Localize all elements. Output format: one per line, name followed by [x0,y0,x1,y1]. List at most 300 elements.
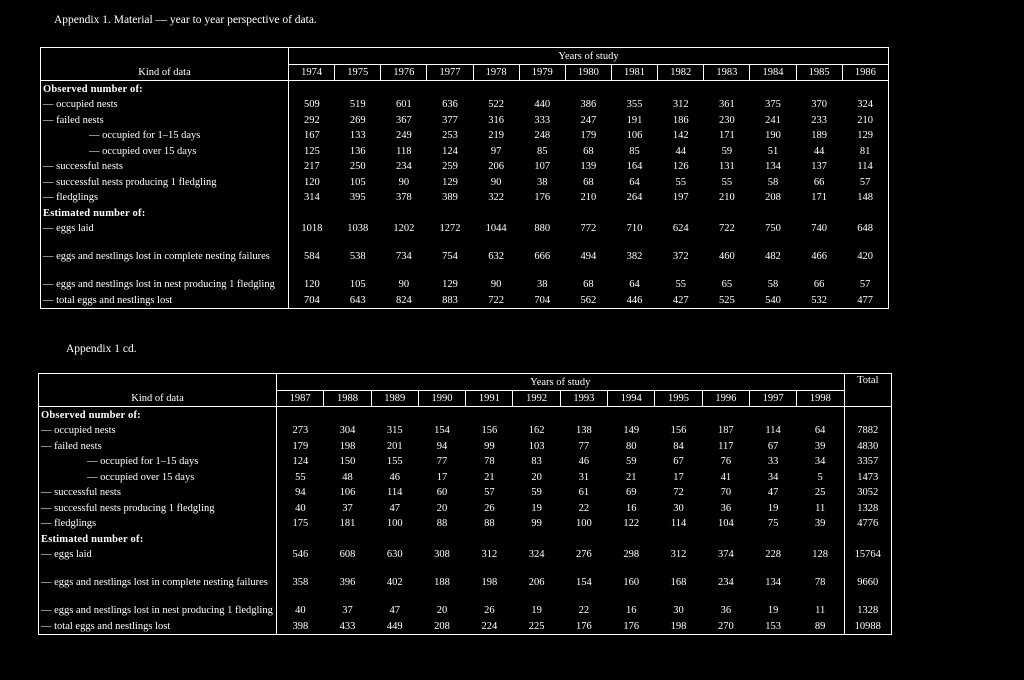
table-cell [658,205,704,221]
table-cell: 94 [295,487,306,498]
table-cell: 398 [292,620,309,632]
table-cell: 48 [342,471,353,483]
table-cell [750,81,796,97]
table-cell: 46 [578,456,590,467]
table-cell: 137 [811,161,827,172]
table-cell [427,205,473,221]
table-cell: 51 [767,145,779,157]
table-cell: 198 [481,577,498,588]
appendix-1-cd-caption: Appendix 1 cd. [66,343,137,355]
table-cell: 124 [292,456,309,467]
table-cell [796,205,842,221]
table-cell: 377 [442,114,458,126]
table-cell: 186 [672,114,689,126]
total-cell: 1328 [844,500,891,516]
table-cell: 57 [484,487,495,498]
table-cell: 122 [623,518,640,529]
table-cell: 247 [580,114,597,126]
table-row [41,143,889,159]
table-row [39,423,892,439]
table-cell [277,531,324,547]
table-cell: 754 [442,251,458,262]
table-cell: 206 [528,577,545,588]
table-cell: 273 [292,425,309,436]
table-cell: 1272 [439,223,461,234]
table-cell: 30 [673,605,684,616]
appendix-1-table [40,47,889,309]
table-cell: 142 [672,130,689,141]
table-cell [842,81,888,97]
table-cell: 105 [349,279,366,290]
table-cell: 249 [395,130,412,141]
table-cell: 16 [625,502,637,514]
table-cell: 25 [814,487,826,498]
row-label: — occupied nests [41,97,289,113]
table-cell: 38 [537,279,548,290]
appendix-1-cd-table [38,373,892,635]
table-cell: 1018 [301,223,323,234]
table-cell: 36 [720,605,732,616]
table-cell: 525 [718,294,735,306]
table-cell: 66 [813,279,825,290]
table-cell: 189 [811,130,827,141]
table-cell [565,205,611,221]
table-cell: 188 [434,577,450,588]
table-cell: 176 [623,620,640,632]
table-cell: 21 [484,471,495,483]
total-cell [844,407,891,423]
table-cell: 198 [670,620,687,632]
table-cell: 181 [339,518,356,529]
row-label: — eggs and nestlings lost in nest producing 1 fledgling [39,590,277,618]
table-cell: 201 [386,440,403,452]
table-cell: 107 [534,161,551,172]
row-label: — eggs and nestlings lost in complete nesting failures [39,562,277,590]
table-cell: 224 [481,620,498,632]
table-cell: 460 [718,251,735,262]
table-cell: 171 [811,192,827,203]
table-cell: 361 [718,99,735,110]
table-cell: 125 [303,145,320,157]
table-cell: 532 [811,294,827,306]
table-cell: 1038 [347,223,369,234]
table-cell: 382 [626,251,643,262]
table-cell: 60 [436,487,448,498]
table-cell: 304 [339,425,356,436]
table-cell: 70 [720,487,732,498]
table-cell: 883 [442,294,458,306]
table-cell: 37 [342,605,353,616]
row-label: — total eggs and nestlings lost [41,292,289,308]
table-row [39,454,892,470]
table-cell: 154 [434,425,450,436]
table-cell [519,81,565,97]
table-cell: 466 [811,251,827,262]
table-cell: 546 [292,549,309,560]
table-cell: 225 [528,620,545,632]
table-cell: 308 [434,549,450,560]
section-label: Observed number of: [41,81,289,97]
table-cell: 33 [767,456,779,467]
table-cell: 494 [580,251,597,262]
total-cell: 4830 [844,438,891,454]
table-cell [473,205,519,221]
table-cell: 77 [436,456,448,467]
table-cell: 20 [531,471,542,483]
table-cell: 129 [442,176,458,188]
table-cell [658,81,704,97]
table-cell: 482 [765,251,781,262]
table-cell: 41 [720,471,732,483]
table-cell: 59 [721,145,733,157]
table-cell: 129 [857,130,873,141]
table-cell [702,407,749,423]
table-cell: 1202 [393,223,415,234]
table-cell: 538 [349,251,366,262]
table-cell: 68 [583,145,594,157]
table-cell: 150 [339,456,356,467]
table-cell [418,407,465,423]
table-cell: 315 [386,425,403,436]
total-cell: 9660 [844,562,891,590]
table-cell: 64 [629,176,640,188]
table-cell: 26 [484,605,495,616]
table-cell: 449 [386,620,403,632]
table-row [39,485,892,501]
table-cell: 734 [395,251,412,262]
table-cell: 22 [578,502,590,514]
table-cell: 191 [626,114,643,126]
table-cell: 824 [395,294,412,306]
row-label: — occupied nests [39,423,277,439]
table-cell: 402 [386,577,403,588]
table-cell: 333 [534,114,551,126]
table-cell: 198 [339,440,356,452]
table-cell: 374 [717,549,734,560]
total-cell: 1328 [844,590,891,618]
table-cell: 44 [813,145,825,157]
table-cell: 375 [765,99,781,110]
table-cell: 55 [721,176,733,188]
table-cell: 153 [765,620,781,632]
table-cell: 355 [626,99,643,110]
year-header-1983: 1983 [704,64,750,81]
year-header-1980: 1980 [565,64,611,81]
table-cell: 427 [672,294,689,306]
table-cell: 78 [814,577,826,588]
table-cell [381,205,427,221]
table-cell: 217 [303,161,320,172]
table-cell: 31 [578,471,590,483]
table-cell: 58 [767,279,779,290]
row-label: — successful nests producing 1 fledgling [41,174,289,190]
table-cell: 22 [578,605,590,616]
year-header-1998: 1998 [797,390,844,407]
table-cell: 38 [537,176,548,188]
table-cell: 210 [857,114,873,126]
table-cell: 250 [349,161,366,172]
table-cell: 314 [303,192,320,203]
table-cell: 228 [765,549,781,560]
table-cell: 39 [814,518,826,529]
table-cell: 519 [349,99,366,110]
table-cell: 114 [765,425,781,436]
row-label: — successful nests producing 1 fledgling [39,500,277,516]
total-cell: 15764 [844,547,891,563]
table-cell: 114 [857,161,873,172]
table-cell: 84 [673,440,684,452]
table-cell: 61 [578,487,590,498]
table-cell [796,81,842,97]
year-header-1989: 1989 [371,390,418,407]
table-cell [289,205,335,221]
table-cell [749,531,796,547]
table-cell: 139 [580,161,597,172]
table-cell: 88 [484,518,495,529]
table-cell: 47 [767,487,779,498]
table-cell: 210 [718,192,735,203]
appendix-1-caption: Appendix 1. Material — year to year perspective of data. [54,14,317,26]
total-cell: 10988 [844,618,891,634]
table-cell: 643 [349,294,366,306]
table-cell [513,531,560,547]
year-header-1982: 1982 [658,64,704,81]
table-cell: 740 [811,223,827,234]
table-cell: 312 [670,549,687,560]
table-cell: 5 [817,471,823,483]
table-cell [655,531,702,547]
kind-of-data-header: Kind of data [39,374,277,407]
year-header-1994: 1994 [608,390,655,407]
table-cell: 155 [386,456,403,467]
table-cell [335,81,381,97]
year-header-1995: 1995 [655,390,702,407]
table-row [41,97,889,113]
total-cell: 1473 [844,469,891,485]
table-cell: 433 [339,620,356,632]
years-of-study-header: Years of study [277,374,845,391]
table-cell: 19 [531,502,542,514]
table-cell: 772 [580,223,597,234]
table-cell: 76 [720,456,732,467]
table-cell [704,205,750,221]
table-cell [560,407,607,423]
table-cell: 47 [389,502,400,514]
table-cell: 64 [814,425,826,436]
table-cell: 114 [670,518,687,529]
table-cell: 156 [670,425,687,436]
table-cell: 148 [857,192,873,203]
year-header-1985: 1985 [796,64,842,81]
year-header-1996: 1996 [702,390,749,407]
total-cell: 7882 [844,423,891,439]
year-header-1975: 1975 [335,64,381,81]
table-cell: 704 [303,294,320,306]
table-cell: 440 [534,99,551,110]
year-header-1974: 1974 [289,64,335,81]
section-label: Estimated number of: [41,205,289,221]
table-cell [750,205,796,221]
year-header-1993: 1993 [560,390,607,407]
table-cell: 386 [580,99,597,110]
table-row [39,438,892,454]
table-cell: 446 [626,294,643,306]
table-cell: 710 [626,223,643,234]
table-cell: 298 [623,549,640,560]
table-cell [842,205,888,221]
table-cell: 67 [673,456,684,467]
table-cell: 126 [672,161,689,172]
table-cell: 88 [436,518,448,529]
table-cell: 149 [623,425,640,436]
total-cell: 4776 [844,516,891,532]
table-cell: 1044 [485,223,507,234]
year-header-1987: 1987 [277,390,324,407]
table-cell: 312 [672,99,689,110]
table-row [41,264,889,292]
table-cell: 370 [811,99,827,110]
table-cell: 65 [721,279,733,290]
table-cell: 270 [717,620,734,632]
section-row [41,81,889,97]
table-cell: 176 [576,620,592,632]
table-cell: 17 [436,471,448,483]
table-cell: 46 [389,471,400,483]
table-cell: 120 [303,176,320,188]
table-cell: 59 [531,487,542,498]
table-cell: 47 [389,605,400,616]
year-header-1984: 1984 [750,64,796,81]
table-cell [371,531,418,547]
table-cell: 522 [488,99,504,110]
table-cell: 722 [488,294,504,306]
table-cell: 114 [387,487,403,498]
year-header-1990: 1990 [418,390,465,407]
year-header-1978: 1978 [473,64,519,81]
table-cell: 105 [349,176,366,188]
table-cell: 208 [434,620,450,632]
table-cell: 630 [386,549,403,560]
table-cell: 66 [813,176,825,188]
table-cell: 68 [583,279,594,290]
row-label: — successful nests [41,159,289,175]
row-label: — successful nests [39,485,277,501]
table-cell: 162 [528,425,545,436]
table-cell [324,407,371,423]
table-cell: 67 [767,440,779,452]
table-cell [702,531,749,547]
table-cell: 210 [580,192,597,203]
row-label: — failed nests [41,112,289,128]
table-cell: 11 [815,605,826,616]
table-cell: 104 [717,518,734,529]
table-cell: 197 [672,192,689,203]
table-row [41,112,889,128]
table-cell: 117 [718,440,734,452]
table-cell: 80 [625,440,637,452]
table-cell [565,81,611,97]
table-cell: 36 [720,502,732,514]
table-cell [473,81,519,97]
table-cell [797,531,844,547]
table-cell: 624 [672,223,689,234]
section-label: Estimated number of: [39,531,277,547]
table-cell: 175 [292,518,309,529]
year-header-1976: 1976 [381,64,427,81]
table-cell [466,531,513,547]
table-cell: 171 [718,130,735,141]
row-label: — occupied over 15 days [41,143,289,159]
row-label: — fledglings [39,516,277,532]
table-cell: 269 [349,114,366,126]
table-cell: 292 [303,114,320,126]
table-cell: 358 [292,577,309,588]
table-cell: 129 [442,279,458,290]
table-cell: 584 [303,251,320,262]
table-cell: 19 [531,605,542,616]
year-header-1986: 1986 [842,64,888,81]
table-cell: 85 [629,145,640,157]
table-cell: 164 [626,161,643,172]
year-header-1997: 1997 [749,390,796,407]
table-cell [418,531,465,547]
table-cell: 264 [626,192,643,203]
table-row [41,128,889,144]
table-cell: 168 [670,577,687,588]
table-cell: 44 [675,145,686,157]
table-cell [749,407,796,423]
total-cell [844,531,891,547]
table-cell: 81 [859,145,871,157]
table-cell [655,407,702,423]
table-cell [797,407,844,423]
table-cell: 208 [765,192,781,203]
table-cell: 312 [481,549,498,560]
table-row [39,500,892,516]
table-cell: 395 [349,192,366,203]
row-label: — eggs and nestlings lost in complete nesting failures [41,236,289,264]
table-cell: 106 [626,130,643,141]
row-label: — occupied for 1–15 days [39,454,277,470]
year-header-1992: 1992 [513,390,560,407]
table-cell: 636 [442,99,458,110]
table-cell: 134 [765,577,781,588]
table-cell: 17 [673,471,684,483]
table-cell: 40 [295,502,306,514]
table-row [39,469,892,485]
table-row [39,590,892,618]
table-cell: 103 [528,440,545,452]
table-cell: 90 [398,176,410,188]
table-cell: 608 [339,549,356,560]
table-cell: 259 [442,161,458,172]
table-cell: 160 [623,577,640,588]
table-cell: 230 [718,114,735,126]
table-cell: 601 [395,99,412,110]
year-header-1977: 1977 [427,64,473,81]
table-cell: 322 [488,192,504,203]
table-cell [427,81,473,97]
table-cell: 85 [537,145,548,157]
table-cell: 19 [767,502,779,514]
table-cell [324,531,371,547]
table-cell [381,81,427,97]
table-cell: 176 [534,192,551,203]
table-cell: 179 [580,130,597,141]
row-label: — fledglings [41,190,289,206]
table-cell [277,407,324,423]
table-cell: 206 [488,161,504,172]
